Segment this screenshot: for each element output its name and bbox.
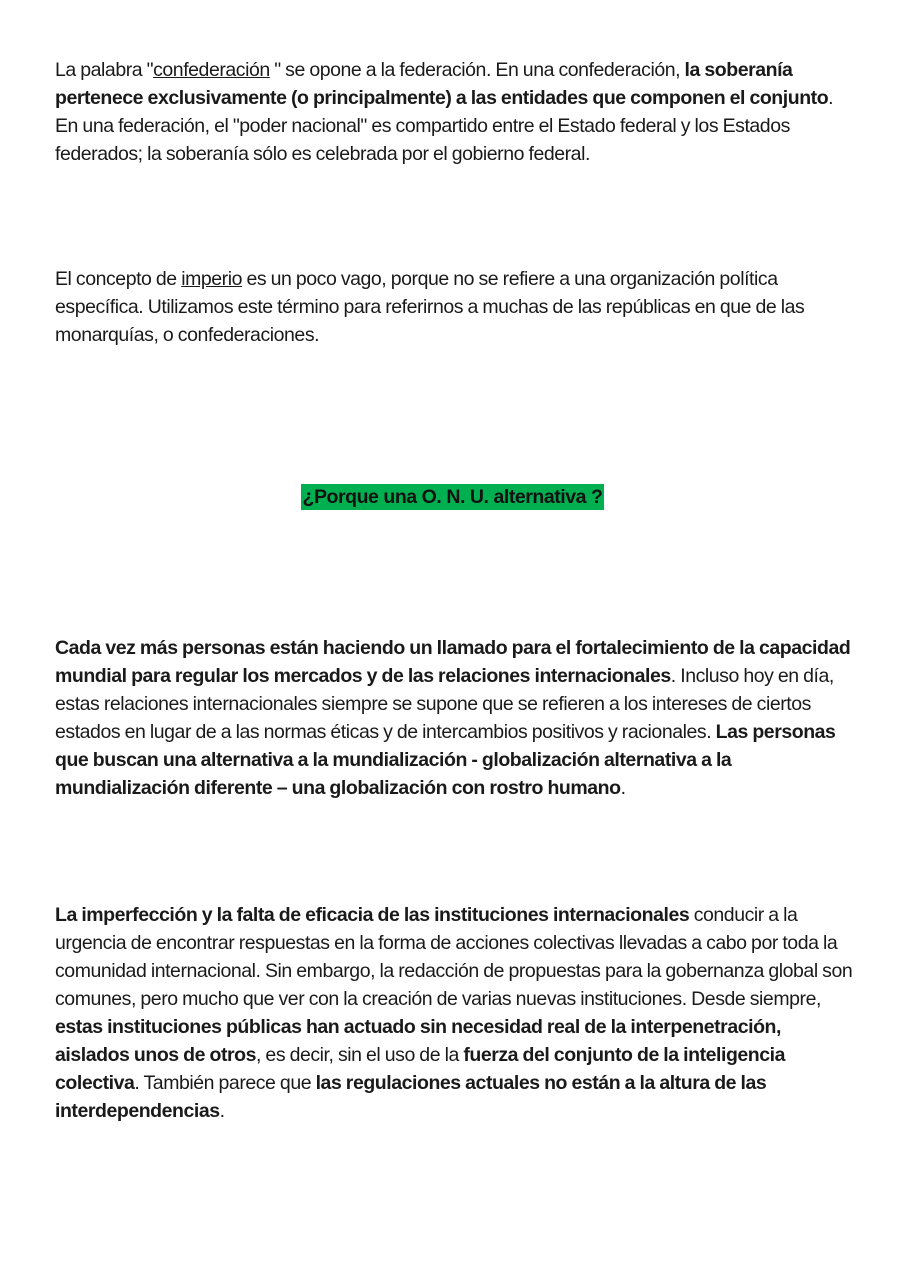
paragraph-mundializacion <box>55 634 855 802</box>
text-segment: , es decir, sin el uso de la <box>255 1044 464 1066</box>
text-segment: " se opone a la federación. En una confederación, <box>269 59 685 81</box>
underlined-term-imperio: imperio <box>181 268 242 290</box>
bold-text-segment: Las personas que buscan una alternativa a la mundialización - globalización alternativa a la mundialización diferente – una globalización con rostro humano <box>55 721 836 799</box>
bold-text-segment: la soberanía pertenece exclusivamente (o principalmente) a las entidades que componen el conjunto <box>55 59 829 109</box>
text-segment: . <box>219 1100 225 1122</box>
section-heading-container <box>0 484 905 510</box>
paragraph-confederacion <box>55 56 855 168</box>
section-heading-highlighted: ¿Porque una O. N. U. alternativa ? <box>302 486 603 508</box>
text-segment: . También parece que <box>134 1072 316 1094</box>
text-segment: conducir a la urgencia de encontrar respuestas en la forma de acciones colectivas llevadas a cabo por toda la comunidad internacional. Sin embargo, la redacción de propuestas para la gobernanza global son comunes, pero mucho que ver con la creación de varias nuevas instituciones. Desde siempre, <box>55 904 853 1010</box>
bold-text-segment: las regulaciones actuales no están a la altura de las interdependencias <box>55 1072 767 1122</box>
paragraph-imperio <box>55 265 855 349</box>
bold-text-segment: La imperfección y la falta de eficacia de las instituciones internacionales <box>55 904 690 926</box>
text-segment: es un poco vago, porque no se refiere a una organización política específica. Utilizamos este término para referirnos a muchas de las repúblicas en que de las monarquías, o confederaciones. <box>55 268 805 346</box>
text-segment: . En una federación, el "poder nacional" es compartido entre el Estado federal y los Estados federados; la soberanía sólo es celebrada por el gobierno federal. <box>55 87 834 165</box>
text-segment: . Incluso hoy en día, estas relaciones internacionales siempre se supone que se refieren a los intereses de ciertos estados en lugar de a las normas éticas y de intercambios positivos y racionales. <box>55 665 834 743</box>
text-segment: . <box>620 777 626 799</box>
bold-text-segment: Cada vez más personas están haciendo un llamado para el fortalecimiento de la capacidad mundial para regular los mercados y de las relaciones internacionales <box>55 637 851 687</box>
bold-text-segment: estas instituciones públicas han actuado sin necesidad real de la interpenetración, aislados unos de otros <box>55 1016 781 1066</box>
paragraph-instituciones <box>55 901 855 1125</box>
underlined-term-confederacion: confederación <box>153 59 270 81</box>
text-segment: La palabra " <box>55 59 154 81</box>
bold-text-segment: fuerza del conjunto de la inteligencia colectiva <box>55 1044 786 1094</box>
text-segment: El concepto de <box>55 268 182 290</box>
